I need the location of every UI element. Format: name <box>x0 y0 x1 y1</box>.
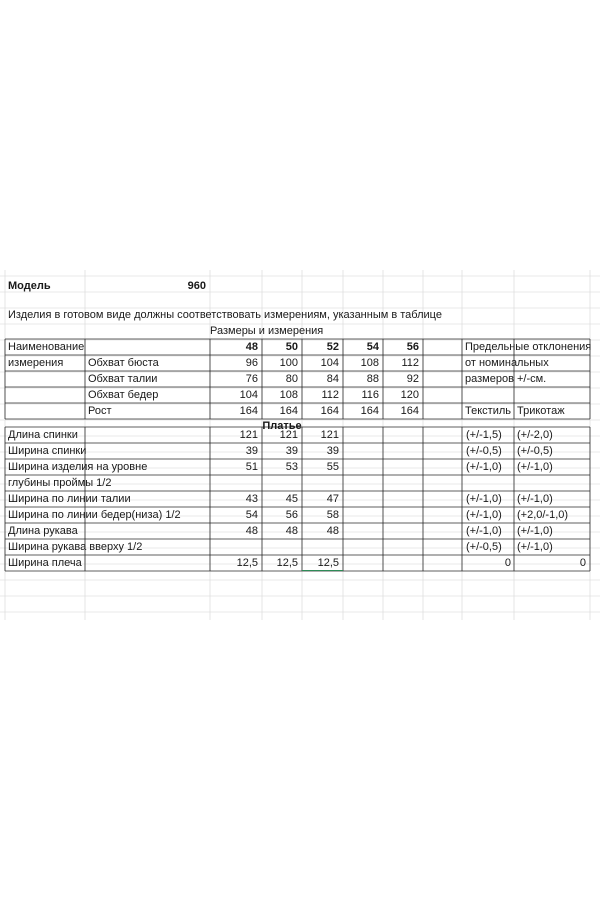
active-cell-indicator <box>302 570 343 571</box>
body-measure-value-cell[interactable]: 164 <box>360 405 379 417</box>
body-measure-value-cell[interactable]: 108 <box>279 389 298 401</box>
garment-value-cell[interactable]: 55 <box>326 461 339 473</box>
garment-value-cell[interactable]: 48 <box>245 525 258 537</box>
tolerance-knit-cell[interactable]: (+/-2,0) <box>517 429 553 441</box>
garment-value-cell[interactable]: 43 <box>245 493 258 505</box>
body-measure-label-cell[interactable]: Рост <box>88 405 112 417</box>
header-name-line2-cell[interactable]: измерения <box>8 357 64 369</box>
body-measure-value-cell[interactable]: 84 <box>326 373 339 385</box>
garment-value-cell[interactable]: 121 <box>239 429 258 441</box>
size-header-cell[interactable]: 50 <box>285 341 298 353</box>
size-header-cell[interactable]: 54 <box>366 341 379 353</box>
body-measure-value-cell[interactable]: 92 <box>406 373 419 385</box>
body-measure-value-cell[interactable]: 96 <box>245 357 258 369</box>
garment-value-cell[interactable] <box>262 477 298 490</box>
garment-label-cell[interactable]: Длина спинки <box>8 429 78 441</box>
body-measure-value-cell[interactable]: 164 <box>239 405 258 417</box>
garment-value-cell[interactable]: 45 <box>285 493 298 505</box>
garment-value-cell[interactable]: 12,5 <box>236 557 258 569</box>
body-measure-value-cell[interactable]: 164 <box>279 405 298 417</box>
garment-label-cell[interactable]: Ширина по линии талии <box>8 493 131 505</box>
tolerance-knit-cell[interactable]: (+/-1,0) <box>517 493 553 505</box>
garment-value-cell[interactable]: 51 <box>245 461 258 473</box>
tolerance-knit-cell[interactable]: (+/-1,0) <box>517 541 553 553</box>
body-measure-label-cell[interactable]: Обхват бюста <box>88 357 159 369</box>
sizes-caption-cell[interactable]: Размеры и измерения <box>210 325 324 337</box>
garment-label-cell[interactable]: Длина рукава <box>8 525 78 537</box>
garment-label-cell[interactable]: Ширина плеча <box>8 557 82 569</box>
body-measure-value-cell[interactable]: 76 <box>245 373 258 385</box>
size-header-cell[interactable]: 56 <box>406 341 419 353</box>
tolerance-textile-cell[interactable]: (+/-0,5) <box>466 445 502 457</box>
body-measure-value-cell[interactable]: 104 <box>239 389 258 401</box>
garment-value-cell[interactable]: 121 <box>320 429 339 441</box>
tolerance-knit-cell[interactable]: (+/-0,5) <box>517 445 553 457</box>
garment-value-cell[interactable]: 12,5 <box>276 557 298 569</box>
garment-value-cell[interactable]: 48 <box>326 525 339 537</box>
body-measure-value-cell[interactable]: 80 <box>285 373 298 385</box>
tolerance-textile-cell[interactable]: (+/-1,0) <box>466 509 502 521</box>
body-measure-value-cell[interactable]: 88 <box>366 373 379 385</box>
tolerance-knit-cell[interactable]: (+2,0/-1,0) <box>517 509 569 521</box>
garment-value-cell[interactable]: 56 <box>285 509 298 521</box>
fabric-knit-cell[interactable]: Трикотаж <box>517 405 565 417</box>
garment-label-cell[interactable]: Ширина рукава вверху 1/2 <box>8 541 143 553</box>
deviation-header-line1-cell[interactable]: Предельные отклонения <box>465 341 592 353</box>
garment-value-cell[interactable]: 48 <box>285 525 298 537</box>
body-measure-value-cell[interactable]: 116 <box>361 389 379 401</box>
tolerance-textile-cell[interactable] <box>466 477 514 490</box>
garment-value-cell[interactable] <box>302 477 339 490</box>
tolerance-textile-cell[interactable]: (+/-1,0) <box>466 493 502 505</box>
garment-value-cell[interactable] <box>302 541 339 554</box>
model-number-cell[interactable]: 960 <box>187 280 206 292</box>
tolerance-knit-cell[interactable]: (+/-1,0) <box>517 525 553 537</box>
size-header-cell[interactable]: 48 <box>245 341 258 353</box>
garment-value-cell[interactable]: 39 <box>245 445 258 457</box>
fabric-textile-cell[interactable]: Текстиль <box>465 405 511 417</box>
garment-value-cell[interactable]: 12,5 <box>317 557 339 569</box>
garment-label-cell[interactable]: Ширина по линии бедер(низа) 1/2 <box>8 509 181 521</box>
garment-label-cell[interactable]: Ширина спинки <box>8 445 87 457</box>
body-measure-value-cell[interactable]: 104 <box>320 357 339 369</box>
header-name-line1-cell[interactable]: Наименование <box>8 341 85 353</box>
body-measure-value-cell[interactable]: 112 <box>401 357 419 369</box>
tolerance-textile-cell[interactable]: (+/-1,0) <box>466 461 502 473</box>
tolerance-textile-cell[interactable]: (+/-1,5) <box>466 429 502 441</box>
deviation-header-line3-cell[interactable]: размеров +/-см. <box>465 373 547 385</box>
garment-value-cell[interactable]: 54 <box>245 509 258 521</box>
garment-label-cell[interactable]: Ширина изделия на уровне <box>8 461 148 473</box>
garment-value-cell[interactable]: 121 <box>279 429 298 441</box>
size-header-cell[interactable]: 52 <box>326 341 339 353</box>
tolerance-knit-cell[interactable]: 0 <box>579 557 586 569</box>
tolerance-textile-cell[interactable]: 0 <box>504 557 511 569</box>
garment-label-cell[interactable]: глубины проймы 1/2 <box>8 477 112 489</box>
garment-value-cell[interactable] <box>262 541 298 554</box>
body-measure-value-cell[interactable]: 112 <box>321 389 339 401</box>
body-measure-value-cell[interactable]: 120 <box>400 389 419 401</box>
body-measure-value-cell[interactable]: 108 <box>360 357 379 369</box>
body-measure-label-cell[interactable]: Обхват талии <box>88 373 158 385</box>
garment-value-cell[interactable]: 53 <box>285 461 298 473</box>
body-measure-value-cell[interactable]: 164 <box>400 405 419 417</box>
deviation-header-line2-cell[interactable]: от номинальных <box>465 357 549 369</box>
model-label-cell[interactable]: Модель <box>8 280 51 292</box>
tolerance-knit-cell[interactable]: (+/-1,0) <box>517 461 553 473</box>
section-title-cell[interactable]: Платье <box>262 420 302 432</box>
intro-text-cell[interactable]: Изделия в готовом виде должны соответствовать измерениям, указанным в таблице <box>8 309 442 321</box>
garment-value-cell[interactable]: 47 <box>326 493 339 505</box>
body-measure-label-cell[interactable]: Обхват бедер <box>88 389 159 401</box>
body-measure-value-cell[interactable]: 100 <box>279 357 298 369</box>
body-measure-value-cell[interactable]: 164 <box>320 405 339 417</box>
garment-value-cell[interactable] <box>210 477 258 490</box>
garment-value-cell[interactable]: 58 <box>326 509 339 521</box>
tolerance-textile-cell[interactable]: (+/-1,0) <box>466 525 502 537</box>
garment-value-cell[interactable]: 39 <box>326 445 339 457</box>
garment-value-cell[interactable]: 39 <box>285 445 298 457</box>
garment-value-cell[interactable] <box>210 541 258 554</box>
tolerance-knit-cell[interactable] <box>517 477 587 490</box>
tolerance-textile-cell[interactable]: (+/-0,5) <box>466 541 502 553</box>
